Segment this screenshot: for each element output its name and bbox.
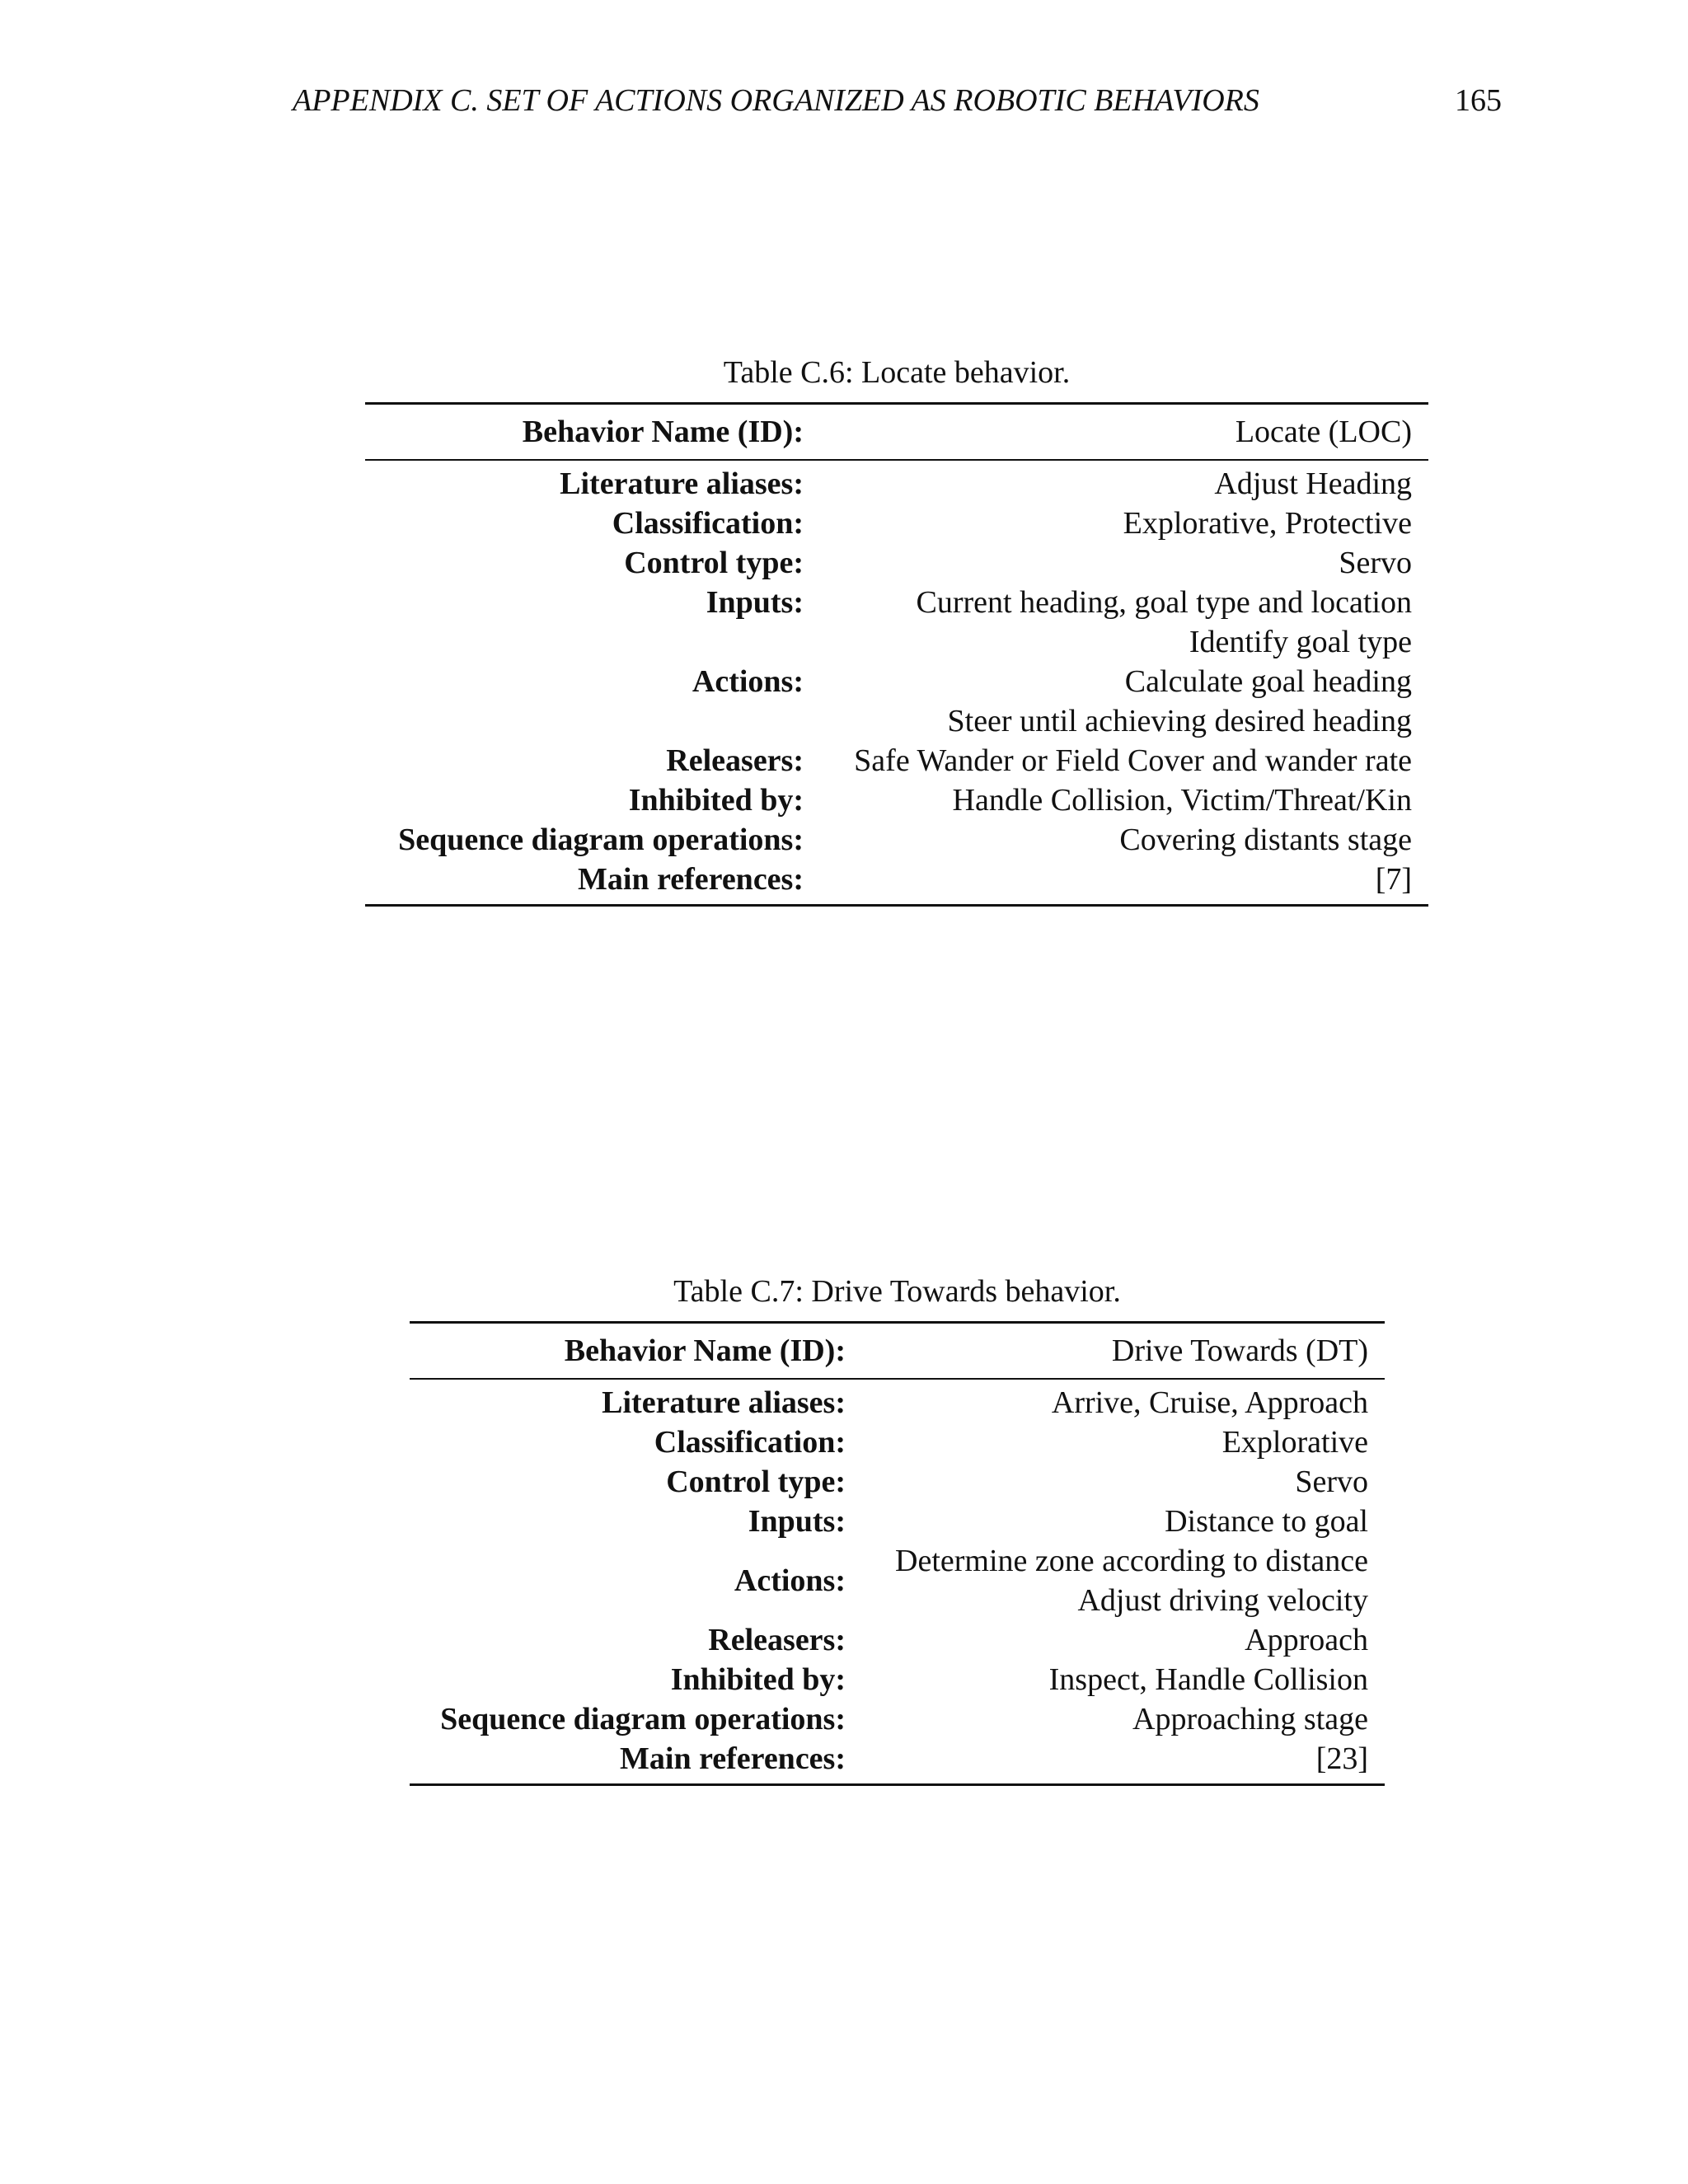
- row-value: Covering distants stage: [1119, 823, 1412, 857]
- table-row: [410, 1699, 1385, 1739]
- row-value: Explorative, Protective: [1123, 506, 1412, 541]
- row-label: Control type:: [666, 1465, 846, 1499]
- table-row: [365, 583, 1428, 622]
- row-label: Inputs:: [706, 585, 804, 620]
- row-value: Current heading, goal type and location: [916, 585, 1412, 620]
- row-label: Releasers:: [708, 1623, 846, 1657]
- row-value: Handle Collision, Victim/Threat/Kin: [952, 783, 1412, 818]
- table-row: [365, 820, 1428, 860]
- table-row: [365, 464, 1428, 504]
- row-value: Arrive, Cruise, Approach: [1051, 1385, 1368, 1420]
- table-row: [365, 780, 1428, 820]
- row-value: Safe Wander or Field Cover and wander rate: [854, 743, 1412, 778]
- table-row: [365, 662, 1428, 701]
- table-row: [365, 622, 1428, 662]
- table-row: [410, 1502, 1385, 1541]
- table-row: [410, 1383, 1385, 1422]
- row-label: Behavior Name (ID):: [522, 415, 804, 449]
- row-value: Adjust Heading: [1214, 466, 1412, 501]
- table-row: [365, 741, 1428, 780]
- row-value: [7]: [1375, 862, 1412, 897]
- row-label: Actions:: [734, 1563, 846, 1598]
- table-row: [410, 1462, 1385, 1502]
- table-locate-behavior: [365, 353, 1428, 907]
- table-row: [365, 504, 1428, 543]
- table-caption: Table C.7: Drive Towards behavior.: [673, 1274, 1121, 1309]
- row-value: Locate (LOC): [1235, 415, 1412, 449]
- row-label: Classification:: [654, 1425, 846, 1460]
- table-row: [410, 1660, 1385, 1699]
- table-row: [410, 1620, 1385, 1660]
- table-row: [365, 543, 1428, 583]
- row-value: Servo: [1339, 546, 1412, 580]
- row-label: Inputs:: [748, 1504, 846, 1539]
- row-label: Classification:: [612, 506, 804, 541]
- row-label: Sequence diagram operations:: [440, 1702, 846, 1736]
- row-label: Behavior Name (ID):: [564, 1333, 846, 1368]
- row-label: Main references:: [578, 862, 804, 897]
- row-value: Calculate goal heading: [1124, 664, 1412, 699]
- row-label: Releasers:: [666, 743, 804, 778]
- row-label: Inhibited by:: [670, 1662, 846, 1697]
- row-label: Actions:: [692, 664, 804, 699]
- row-value: Identify goal type: [1189, 625, 1412, 659]
- row-value-line: Adjust driving velocity: [1077, 1583, 1368, 1618]
- table-bottom-rule: [365, 904, 1428, 907]
- running-header-title: APPENDIX C. SET OF ACTIONS ORGANIZED AS ROBOTIC BEHAVIORS: [293, 83, 1259, 118]
- table-row: [365, 701, 1428, 741]
- row-value: Approaching stage: [1132, 1702, 1368, 1736]
- page-number: 165: [1455, 83, 1502, 118]
- row-value: Inspect, Handle Collision: [1048, 1662, 1368, 1697]
- row-value: Explorative: [1221, 1425, 1368, 1460]
- row-value-line: Determine zone according to distance: [895, 1544, 1368, 1578]
- table-drive-towards-behavior: [410, 1272, 1385, 1786]
- row-label: Literature aliases:: [560, 466, 804, 501]
- table-bottom-rule: [410, 1783, 1385, 1786]
- row-label: Literature aliases:: [602, 1385, 846, 1420]
- row-value: Approach: [1245, 1623, 1368, 1657]
- row-value: [846, 1541, 1385, 1620]
- row-value: Servo: [1295, 1465, 1368, 1499]
- table-row: [410, 1422, 1385, 1462]
- table-row: [410, 1739, 1385, 1779]
- table-header-row: [410, 1324, 1385, 1378]
- row-value: Steer until achieving desired heading: [947, 704, 1412, 738]
- row-label: Main references:: [620, 1741, 846, 1776]
- table-header-row: [365, 405, 1428, 459]
- row-value: Distance to goal: [1165, 1504, 1368, 1539]
- row-label: Inhibited by:: [628, 783, 804, 818]
- row-value: [23]: [1315, 1741, 1368, 1776]
- table-row: [410, 1541, 1385, 1620]
- row-label: Control type:: [624, 546, 804, 580]
- table-row: [365, 860, 1428, 899]
- row-label: Sequence diagram operations:: [398, 823, 804, 857]
- row-value: Drive Towards (DT): [1111, 1333, 1368, 1368]
- table-caption: Table C.6: Locate behavior.: [723, 355, 1071, 390]
